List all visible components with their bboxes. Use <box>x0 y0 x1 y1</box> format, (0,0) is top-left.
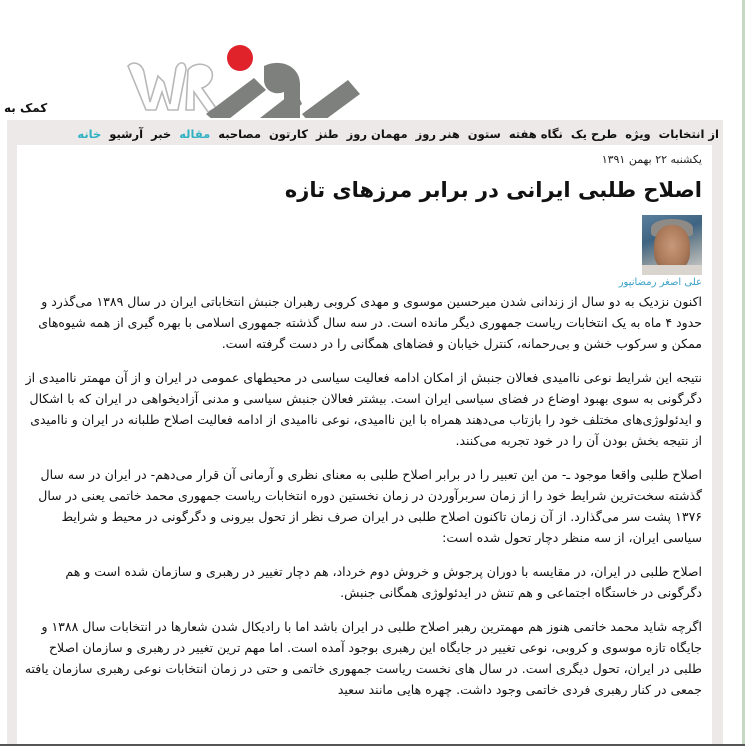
nav-item[interactable]: ویژه <box>625 127 651 141</box>
nav-item[interactable]: خانه <box>77 127 102 141</box>
article-paragraph: اصلاح طلبی واقعا موجود ـ- من این تعبیر را در برابر اصلاح طلبی به معنای نظری و آرمانی آن قرار می‌دهم- در ایران در سه سال گذشته سخت‌ترین شرایط خود را از زمان سربرآوردن در زمان نخستین دوره انتخابات ریاست جمهوری محمد خاتمی یعنی در سال ۱۳۷۶ پشت سر می‌گذارد. از آن زمان تاکنون اصلاح طلبی در ایران صرف نظر از تحول بیرونی و دگرگونی در محیط و شرایط سیاسی ایران، از سه منظر دچار تحول شده است: <box>38 467 702 545</box>
donate-link[interactable]: کمک به <box>4 101 48 115</box>
site-logo[interactable] <box>124 22 370 118</box>
main-frame <box>7 120 723 746</box>
article-paragraph: اصلاح طلبی در ایران، در مقایسه با دوران پرجوش و خروش دوم خرداد، هم دچار تغییر در رهبری و سازمان شده است و هم دگرگونی در خاستگاه اجتماعی و هم تنش در ایدئولوژی همگانی جنبش. <box>65 564 702 600</box>
nav-item[interactable]: خبر <box>151 127 172 141</box>
author-link[interactable]: علی اصغر رمضانپور <box>618 277 702 288</box>
nav-item[interactable]: کارتون <box>268 127 308 141</box>
nav-item[interactable]: مصاحبه <box>218 127 261 141</box>
article-title: اصلاح طلبی ایرانی در برابر مرزهای تازه <box>284 178 702 202</box>
nav-item[interactable]: طنز <box>315 127 339 141</box>
nav-item[interactable]: آرشیو <box>109 127 144 141</box>
article-panel <box>17 145 712 746</box>
article-paragraph: اکنون نزدیک به دو سال از زندانی شدن میرحسین موسوی و مهدی کروبی رهبران جنبش انتخاباتی ایران در سال ۱۳۸۹ می‌گذرد و حدود ۴ ماه به یک انتخابات ریاست جمهوری دیگر مانده است. در سه سال گذشته جمهوری اسلامی با بهره گیری از همه شیوه‌های ممکن و سرکوب خشن و بی‌رحمانه، کنترل خیابان و فضاهای همگانی را در دست گرفته است. <box>38 294 702 351</box>
nav-item[interactable]: ستون <box>467 127 501 141</box>
nav-item[interactable]: نگاه هفته <box>508 127 563 141</box>
logo-bar-3 <box>302 80 360 118</box>
nav-item[interactable]: از انتخابات <box>658 127 719 141</box>
nav-item[interactable]: طرح یک <box>570 127 618 141</box>
main-nav <box>69 123 719 145</box>
nav-item[interactable]: هنر روز <box>415 127 460 141</box>
rooz-logo-graphic <box>124 22 370 118</box>
article <box>22 145 702 713</box>
logo-red-dot <box>227 45 253 71</box>
author-photo[interactable] <box>642 215 702 275</box>
article-date: یکشنبه ۲۲ بهمن ۱۳۹۱ <box>601 153 702 166</box>
author-photo-shirt <box>642 265 702 275</box>
nav-item[interactable]: مهمان روز <box>346 127 408 141</box>
nav-item[interactable]: مقاله <box>179 127 211 141</box>
logo-bar-1 <box>206 78 266 118</box>
article-paragraph: اگرچه شاید محمد خاتمی هنوز هم مهمترین رهبر اصلاح طلبی در ایران باشد اما با رادیکال شدن شعارها در انتخابات سال ۱۳۸۸ و جایگاه تازه موسوی و کروبی، نوعی تغییر در جایگاه این رهبری بوجود آمده است. اما مهم ترین تغییر در رهبری و سازمان اصلاح طلبی در ایران، تحول دیگری است. در سال های نخست ریاست جمهوری خاتمی و حتی در زمان انتخابات نوعی رهبری سازمان یافته جمعی در کنار رهبری فردی خاتمی وجود داشت. چهره هایی مانند سعید <box>24 619 702 697</box>
article-paragraph: نتیجه این شرایط نوعی نا‌امیدی فعالان جنبش از امکان ادامه فعالیت سیاسی در محیطهای عمومی در ایران و از آن مهمتر نا‌امیدی از دگرگونی به سوی بهبود اوضاع در فضای سیاسی ایران است. بیشتر فعالان جنبش سیاسی و مدنی آزادیخواهی در ایران که با اشکال و ایدئولوژی‌های مختلف خود را بازتاب می‌دهند همراه با این نا‌امیدی، نوعی نا‌امیدی از ادامه فعالیت اصلاح طلبانه در ایران و نا‌امیدی از نتیجه بخش بودن آن را در خود تجربه می‌کنند. <box>25 370 702 448</box>
